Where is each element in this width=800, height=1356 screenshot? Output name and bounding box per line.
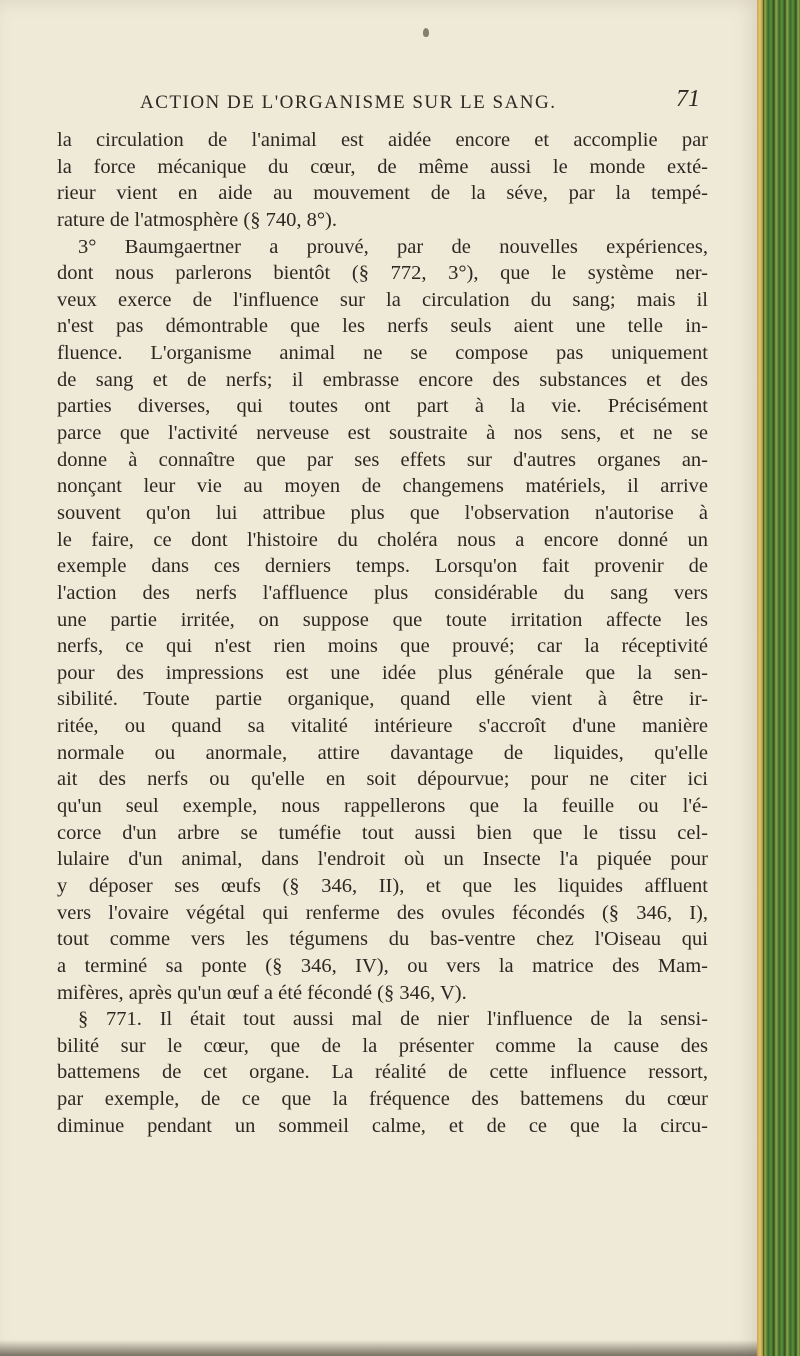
text-line: § 771. Il était tout aussi mal de nier l'influence de la sensi- [78,1008,708,1031]
text-line: nonçant leur vie au moyen de changemens matériels, il arrive [57,475,708,498]
text-line: qu'un seul exemple, nous rappellerons que la feuille ou l'é- [57,795,708,818]
text-line: y déposer ses œufs (§ 346, II), et que les liquides affluent [57,874,708,897]
text-line: par exemple, de ce que la fréquence des battemens du cœur [57,1088,708,1111]
text-line: parce que l'activité nerveuse est soustraite à nos sens, et ne se [57,422,708,445]
text-line: l'action des nerfs l'affluence plus considérable du sang vers [57,581,708,604]
text-line: tout comme vers les tégumens du bas-ventre chez l'Oiseau qui [57,928,708,951]
text-line: a terminé sa ponte (§ 346, IV), ou vers la matrice des Mam- [57,954,708,977]
text-line: le faire, ce dont l'histoire du choléra nous a encore donné un [57,528,708,551]
text-line: ritée, ou quand sa vitalité intérieure s'accroît d'une manière [57,715,708,738]
text-line: mifères, après qu'un œuf a été fécondé (§ 346, V). [57,981,467,1004]
text-line: battemens de cet organe. La réalité de cette influence ressort, [57,1061,708,1084]
text-line: lulaire d'un animal, dans l'endroit où un Insecte l'a piquée pour [57,848,708,871]
text-line: fluence. L'organisme animal ne se compose pas uniquement [57,342,708,365]
text-line: souvent qu'on lui attribue plus que l'observation n'autorise à [57,501,708,524]
page-bottom-shadow [0,1340,760,1356]
chapter-running-title: ACTION DE L'ORGANISME SUR LE SANG. [140,92,557,113]
text-line: bilité sur le cœur, que de la présenter comme la cause des [57,1034,708,1057]
running-head [140,86,700,120]
text-line: corce d'un arbre se tuméfie tout aussi bien que le tissu cel- [57,821,708,844]
text-line: parties diverses, qui toutes ont part à la vie. Précisément [57,395,708,418]
text-line: rature de l'atmosphère (§ 740, 8°). [57,208,338,231]
text-line: donne à connaître que par ses effets sur d'autres organes an- [57,448,708,471]
text-line: une partie irritée, on suppose que toute irritation affecte les [57,608,708,631]
text-line: n'est pas démontrable que les nerfs seuls aient une telle in- [57,315,708,338]
text-line: ait des nerfs ou qu'elle en soit dépourvue; pour ne citer ici [57,768,708,791]
text-line: veux exerce de l'influence sur la circulation du sang; mais il [57,288,708,311]
text-line: 3° Baumgaertner a prouvé, par de nouvelles expériences, [78,235,708,258]
page-number: 71 [676,86,700,112]
text-line: nerfs, ce qui n'est rien moins que prouvé; car la réceptivité [57,635,708,658]
text-line: rieur vient en aide au mouvement de la séve, par la tempé- [57,182,708,205]
book-binding-edge [757,0,800,1356]
text-line: dont nous parlerons bientôt (§ 772, 3°), que le système ner- [57,262,708,285]
text-line: vers l'ovaire végétal qui renferme des ovules fécondés (§ 346, I), [57,901,708,924]
text-line: sibilité. Toute partie organique, quand elle vient à être ir- [57,688,708,711]
text-line: la circulation de l'animal est aidée encore et accomplie par [57,129,708,151]
body-text [57,127,708,1139]
text-line: exemple dans ces derniers temps. Lorsqu'on fait provenir de [57,555,708,578]
text-line: diminue pendant un sommeil calme, et de ce que la circu- [57,1114,708,1137]
ink-blot-mark [423,28,429,37]
text-line: de sang et de nerfs; il embrasse encore des substances et des [57,368,708,391]
text-line: pour des impressions est une idée plus générale que la sen- [57,661,708,684]
text-line: la force mécanique du cœur, de même aussi le monde exté- [57,155,708,178]
text-line: normale ou anormale, attire davantage de liquides, qu'elle [57,741,708,764]
